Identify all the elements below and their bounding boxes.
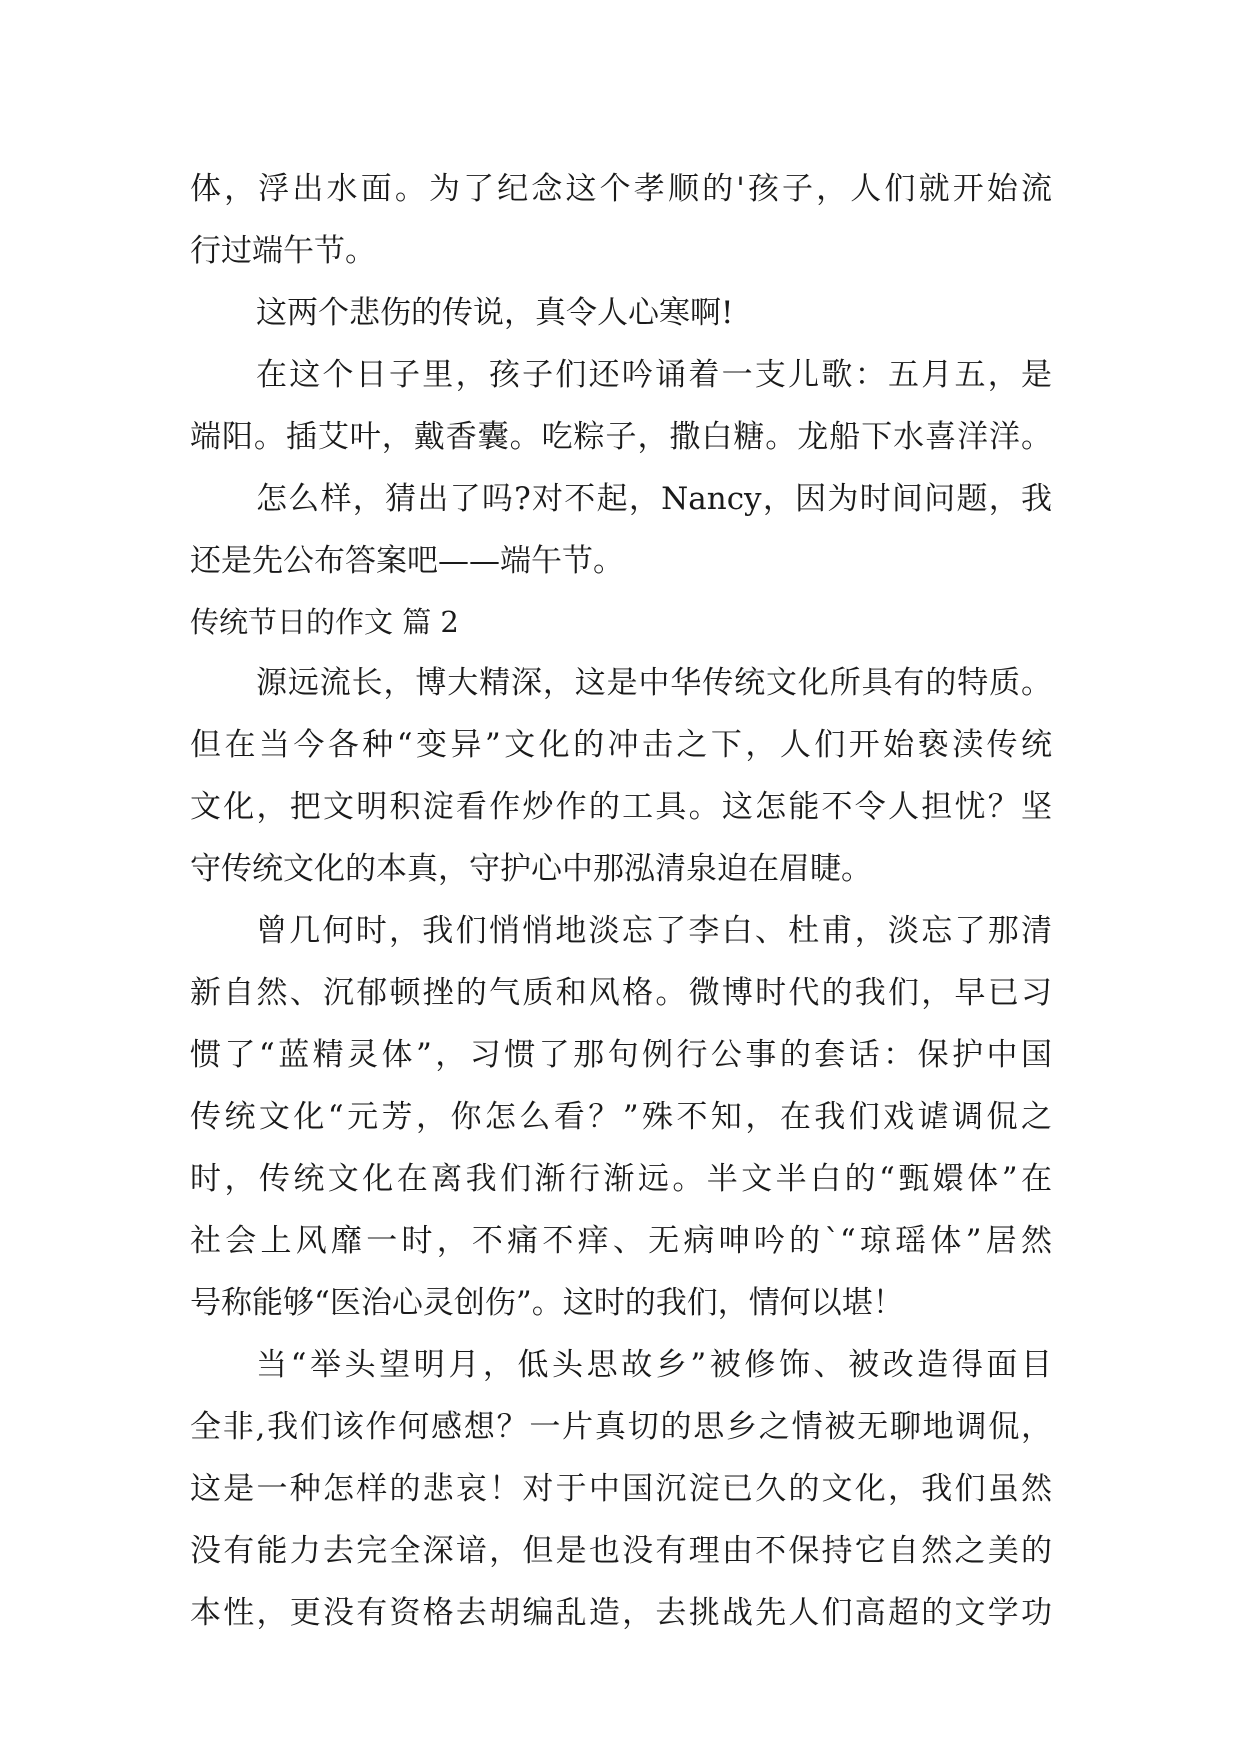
text-line: 惯了“蓝精灵体”，习惯了那句例行公事的套话：保护中国 xyxy=(190,1037,1052,1073)
text-line: 曾几何时，我们悄悄地淡忘了李白、杜甫，淡忘了那清 xyxy=(256,913,1052,949)
text-line: 新自然、沉郁顿挫的气质和风格。微博时代的我们，早已习 xyxy=(190,975,1052,1011)
paragraph xyxy=(190,282,1052,344)
text-line: 体，浮出水面。为了纪念这个孝顺的'孩子，人们就开始流 xyxy=(190,171,1052,207)
text-line: 文化，把文明积淀看作炒作的工具。这怎能不令人担忧？坚 xyxy=(190,789,1052,825)
text-line: 传统文化“元芳，你怎么看？”殊不知，在我们戏谑调侃之 xyxy=(190,1099,1052,1135)
paragraph xyxy=(190,652,1052,900)
text-line: 这两个悲伤的传说，真令人心寒啊! xyxy=(256,295,734,331)
text-line: 守传统文化的本真，守护心中那泓清泉迫在眉睫。 xyxy=(190,851,872,887)
text-line: 源远流长，博大精深，这是中华传统文化所具有的特质。 xyxy=(256,665,1052,701)
paragraph xyxy=(190,900,1052,1334)
text-line: 端阳。插艾叶，戴香囊。吃粽子，撒白糖。龙船下水喜洋洋。 xyxy=(190,419,1052,455)
text-line: 在这个日子里，孩子们还吟诵着一支儿歌：五月五，是 xyxy=(256,357,1052,393)
text-line: 但在当今各种“变异”文化的冲击之下，人们开始亵渎传统 xyxy=(190,727,1052,763)
text-line: 本性，更没有资格去胡编乱造，去挑战先人们高超的文学功 xyxy=(190,1595,1052,1631)
paragraph xyxy=(190,158,1052,282)
text-line: 没有能力去完全深谙，但是也没有理由不保持它自然之美的 xyxy=(190,1533,1052,1569)
document-page xyxy=(190,158,1052,1644)
paragraph xyxy=(190,344,1052,468)
text-line: 行过端午节。 xyxy=(190,233,376,269)
text-line: 怎么样，猜出了吗?对不起，Nancy，因为时间问题，我 xyxy=(256,481,1052,517)
text-line: 社会上风靡一时，不痛不痒、无病呻吟的`“琼瑶体”居然 xyxy=(190,1223,1052,1259)
text-line: 这是一种怎样的悲哀！对于中国沉淀已久的文化，我们虽然 xyxy=(190,1471,1052,1507)
text-line: 时，传统文化在离我们渐行渐远。半文半白的“甄嬛体”在 xyxy=(190,1161,1052,1197)
paragraph xyxy=(190,468,1052,592)
text-line: 号称能够“医治心灵创伤”。这时的我们，情何以堪！ xyxy=(190,1285,904,1321)
paragraph xyxy=(190,1334,1052,1644)
section-heading: 传统节日的作文 篇 2 xyxy=(190,605,459,639)
text-line: 当“举头望明月，低头思故乡”被修饰、被改造得面目 xyxy=(256,1347,1052,1383)
text-line: 全非,我们该作何感想？一片真切的思乡之情被无聊地调侃， xyxy=(190,1409,1052,1445)
text-line: 还是先公布答案吧——端午节。 xyxy=(190,543,624,579)
